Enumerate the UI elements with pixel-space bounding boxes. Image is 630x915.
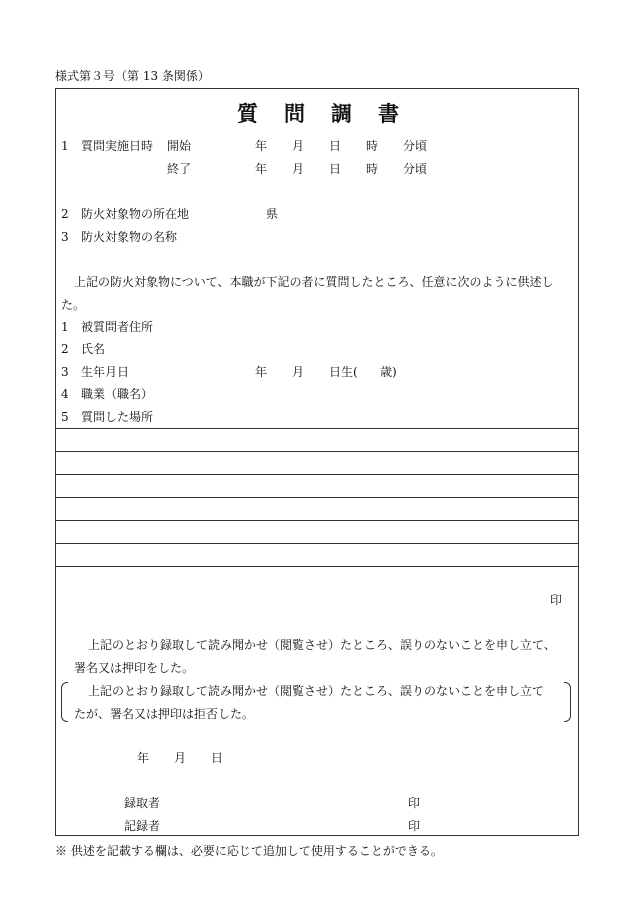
closing1-line-2: 署名又は押印をした。 [74,661,195,675]
statement-row-line [56,520,578,521]
closing2-line-2: たが、署名又は押印は拒否した。 [74,707,255,721]
birth-day: 日生( [329,365,358,379]
recorder-label: 録取者 [124,796,161,810]
start-month: 月 [292,139,305,153]
statement-row-line [56,543,578,544]
end-hour: 時 [366,162,379,176]
statement-line-2: た。 [61,298,86,312]
section3-number: 3 [61,230,69,244]
end-minute: 分頃 [403,162,428,176]
respondent-occupation-label: 職業（職名） [81,387,154,401]
section2-number: 2 [61,207,69,221]
end-month: 月 [292,162,305,176]
writer-seal: 印 [408,819,421,833]
footnote: ※ 供述を記載する欄は、必要に応じて追加して使用することができる。 [55,844,443,858]
start-day: 日 [329,139,342,153]
statement-row-line [56,566,578,567]
section2-label: 防火対象物の所在地 [81,207,190,221]
section3-label: 防火対象物の名称 [81,230,178,244]
closing2-line-1: 上記のとおり録取して読み聞かせ（閲覧させ）たところ、誤りのないことを申し立て [88,684,545,698]
statement-row-line [56,474,578,475]
end-day: 日 [329,162,342,176]
form-number: 様式第３号（第 13 条関係） [55,69,210,83]
respondent-item-number: 5 [61,410,69,424]
prefecture-mark: 県 [266,207,279,221]
date-month: 月 [174,751,187,765]
section1-number: 1 [61,139,69,153]
closing1-line-1: 上記のとおり録取して読み聞かせ（閲覧させ）たところ、誤りのないことを申し立て、 [88,638,556,652]
respondent-item-number: 3 [61,365,69,379]
right-bracket [564,682,571,722]
start-year: 年 [255,139,268,153]
respondent-item-number: 1 [61,320,69,334]
left-bracket [61,682,68,722]
document-frame [55,88,579,836]
start-hour: 時 [366,139,379,153]
birth-year: 年 [255,365,268,379]
age: 歳) [380,365,397,379]
statement-row-line [56,451,578,452]
statement-line-1: 上記の防火対象物について、本職が下記の者に質問したところ、任意に次のように供述し [74,275,554,289]
statement-row-line [56,497,578,498]
birth-month: 月 [292,365,305,379]
section1-label: 質問実施日時 [81,139,154,153]
respondent-birthdate-label: 生年月日 [81,365,130,379]
start-minute: 分頃 [403,139,428,153]
seal-mark: 印 [550,593,563,607]
respondent-name-label: 氏名 [81,342,106,356]
respondent-place-label: 質問した場所 [81,410,154,424]
respondent-address-label: 被質問者住所 [81,320,154,334]
date-day: 日 [211,751,224,765]
writer-label: 記録者 [124,819,161,833]
respondent-item-number: 4 [61,387,69,401]
document-title: 質問調書 [237,101,425,126]
end-label: 終了 [167,162,192,176]
respondent-item-number: 2 [61,342,69,356]
recorder-seal: 印 [408,796,421,810]
date-year: 年 [137,751,150,765]
end-year: 年 [255,162,268,176]
statement-row-line [56,428,578,429]
start-label: 開始 [167,139,192,153]
